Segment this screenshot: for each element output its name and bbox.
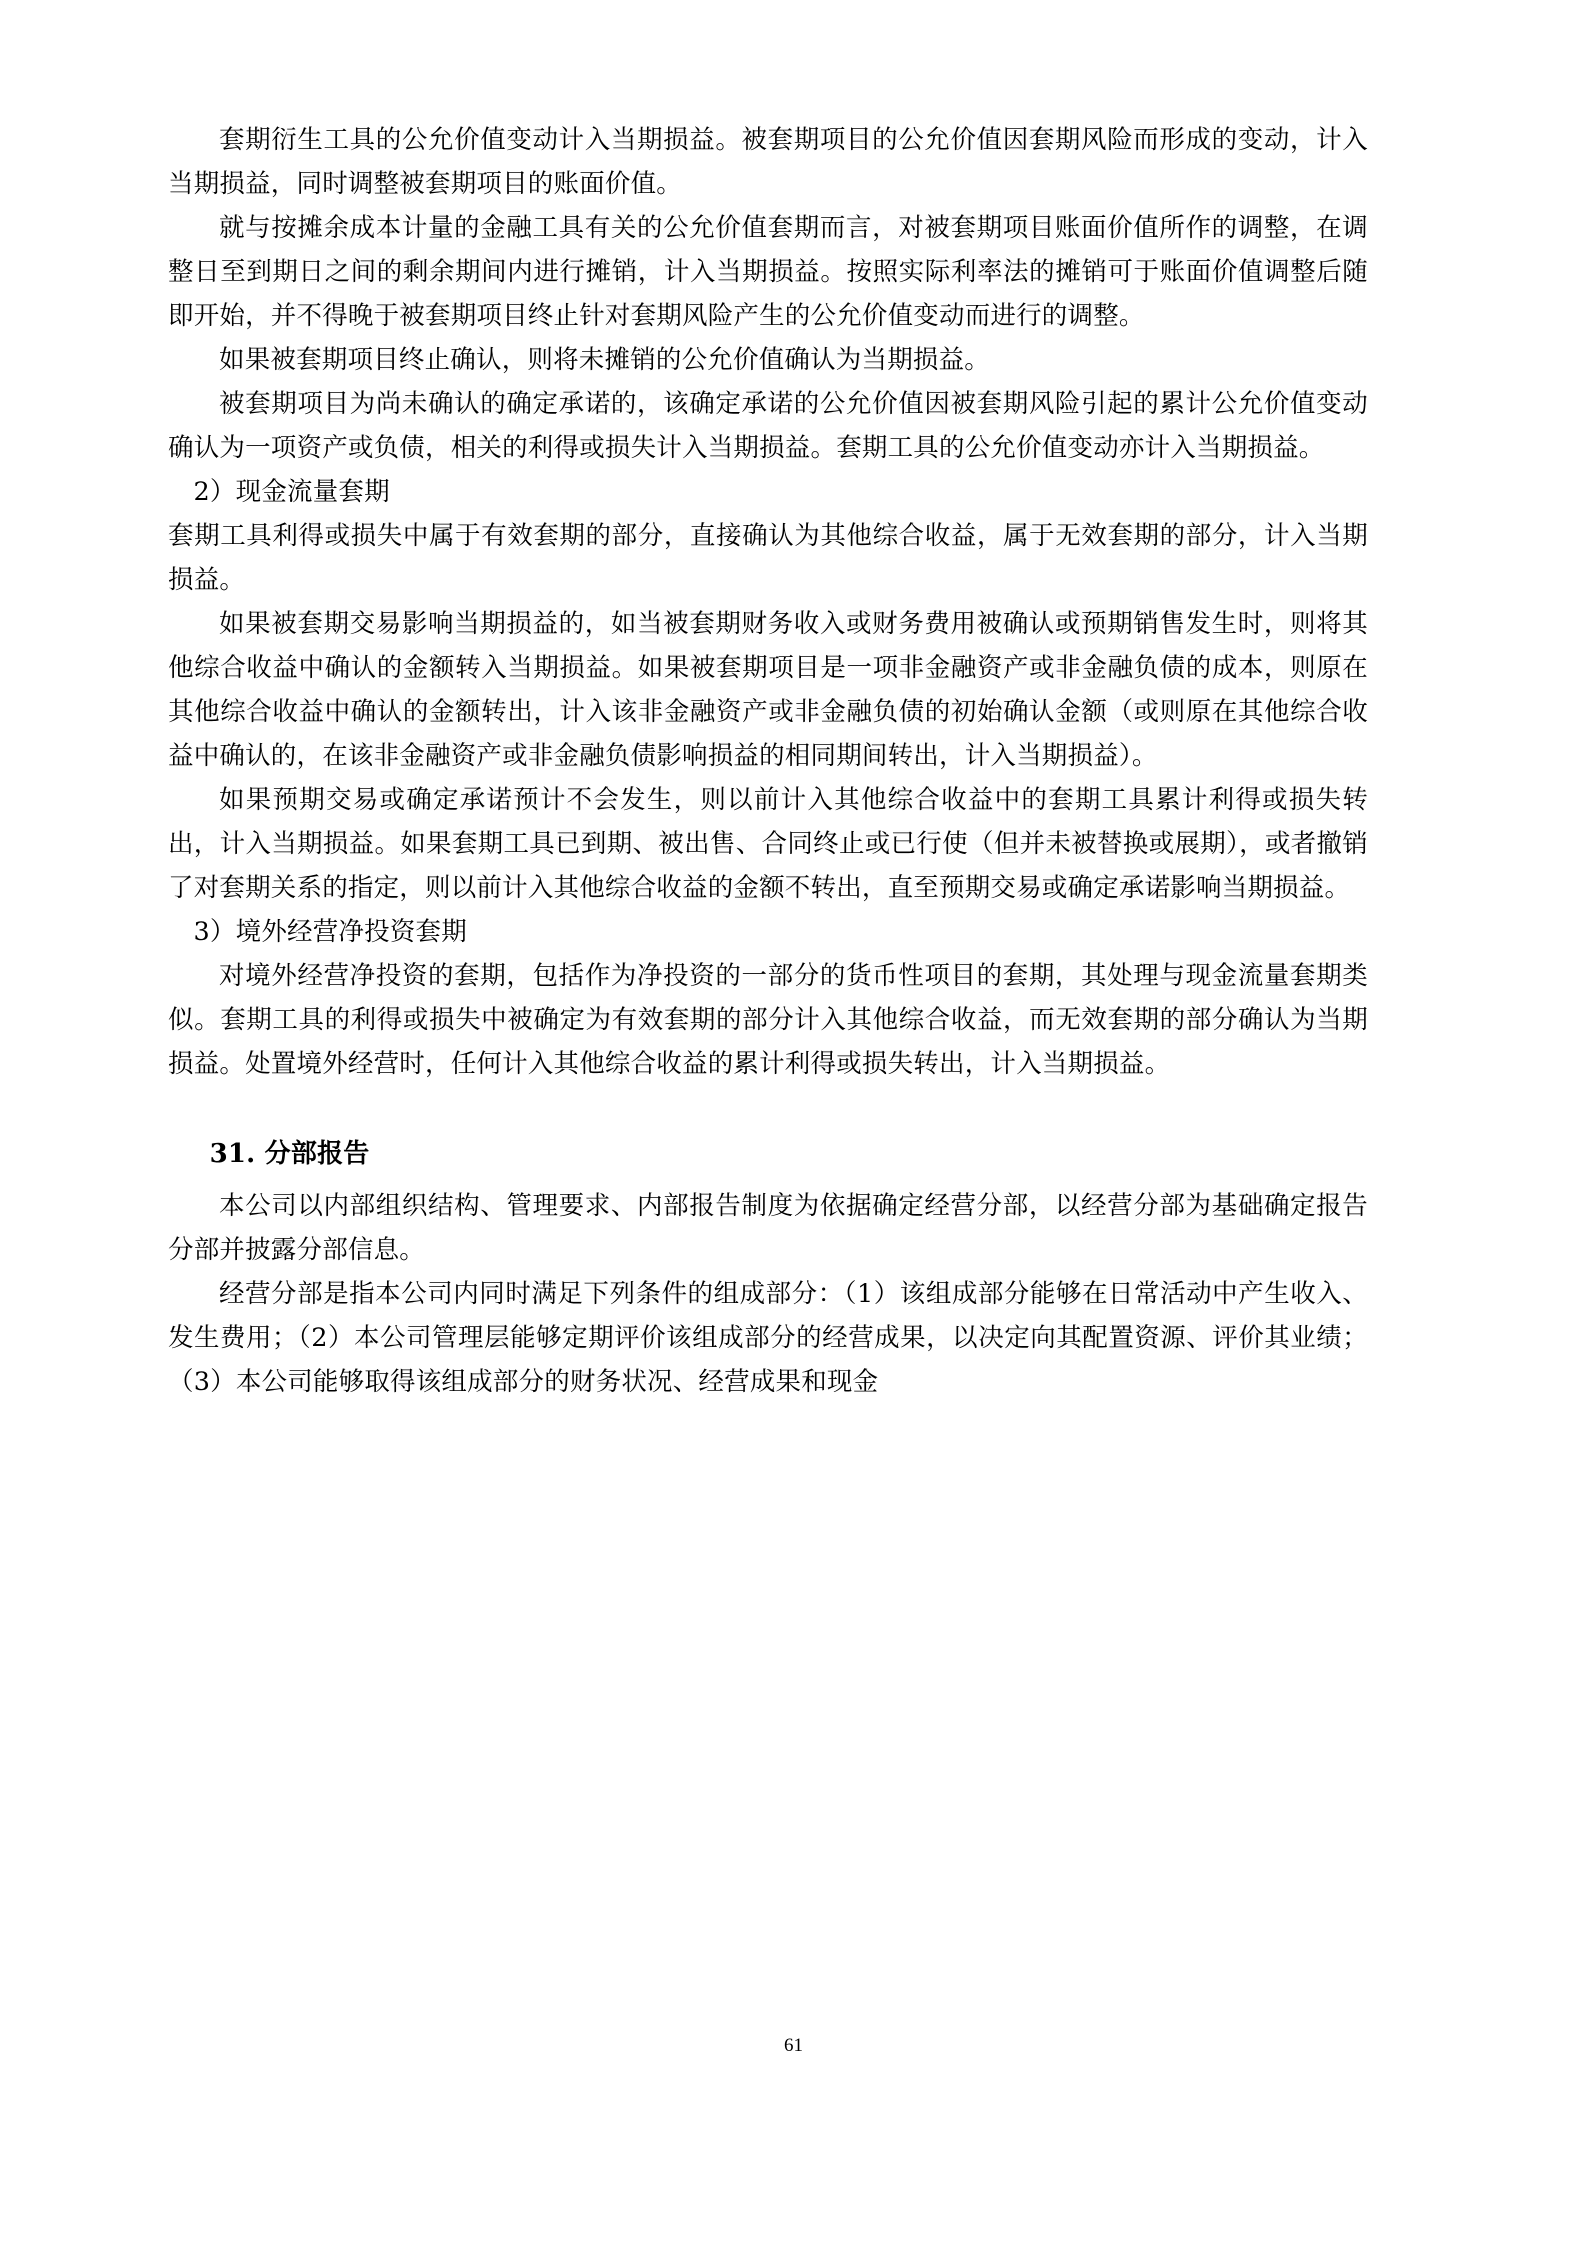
section-heading: 31. 分部报告	[209, 1139, 370, 1169]
subsection-label: 3）境外经营净投资套期	[193, 917, 467, 947]
paragraph: 套期衍生工具的公允价值变动计入当期损益。被套期项目的公允价值因套期风险而形成的变动，计入当期损益，同时调整被套期项目的账面价值。	[168, 125, 1368, 199]
paragraph: 套期工具利得或损失中属于有效套期的部分，直接确认为其他综合收益，属于无效套期的部分，计入当期损益。	[168, 521, 1368, 595]
paragraph: 经营分部是指本公司内同时满足下列条件的组成部分：（1）该组成部分能够在日常活动中产生收入、发生费用；（2）本公司管理层能够定期评价该组成部分的经营成果，以决定向其配置资源、评价其业绩；（3）本公司能够取得该组成部分的财务状况、经营成果和现金	[168, 1279, 1368, 1397]
paragraph: 对境外经营净投资的套期，包括作为净投资的一部分的货币性项目的套期，其处理与现金流量套期类似。套期工具的利得或损失中被确定为有效套期的部分计入其他综合收益，而无效套期的部分确认为当期损益。处置境外经营时，任何计入其他综合收益的累计利得或损失转出，计入当期损益。	[168, 961, 1368, 1079]
paragraph: 如果被套期交易影响当期损益的，如当被套期财务收入或财务费用被确认或预期销售发生时，则将其他综合收益中确认的金额转入当期损益。如果被套期项目是一项非金融资产或非金融负债的成本，则原在其他综合收益中确认的金额转出，计入该非金融资产或非金融负债的初始确认金额（或则原在其他综合收益中确认的，在该非金融资产或非金融负债影响损益的相同期间转出，计入当期损益）。	[168, 609, 1368, 771]
page-body	[168, 118, 1368, 1404]
paragraph: 就与按摊余成本计量的金融工具有关的公允价值套期而言，对被套期项目账面价值所作的调整，在调整日至到期日之间的剩余期间内进行摊销，计入当期损益。按照实际利率法的摊销可于账面价值调整后随即开始，并不得晚于被套期项目终止针对套期风险产生的公允价值变动而进行的调整。	[168, 213, 1368, 331]
page-number: 61	[784, 2035, 803, 2056]
paragraph: 如果预期交易或确定承诺预计不会发生，则以前计入其他综合收益中的套期工具累计利得或损失转出，计入当期损益。如果套期工具已到期、被出售、合同终止或已行使（但并未被替换或展期），或者撤销了对套期关系的指定，则以前计入其他综合收益的金额不转出，直至预期交易或确定承诺影响当期损益。	[168, 785, 1368, 903]
paragraph: 如果被套期项目终止确认，则将未摊销的公允价值确认为当期损益。	[219, 345, 991, 375]
subsection-label: 2）现金流量套期	[193, 477, 390, 507]
paragraph: 本公司以内部组织结构、管理要求、内部报告制度为依据确定经营分部，以经营分部为基础确定报告分部并披露分部信息。	[168, 1191, 1368, 1265]
paragraph: 被套期项目为尚未确认的确定承诺的，该确定承诺的公允价值因被套期风险引起的累计公允价值变动确认为一项资产或负债，相关的利得或损失计入当期损益。套期工具的公允价值变动亦计入当期损益。	[168, 389, 1368, 463]
